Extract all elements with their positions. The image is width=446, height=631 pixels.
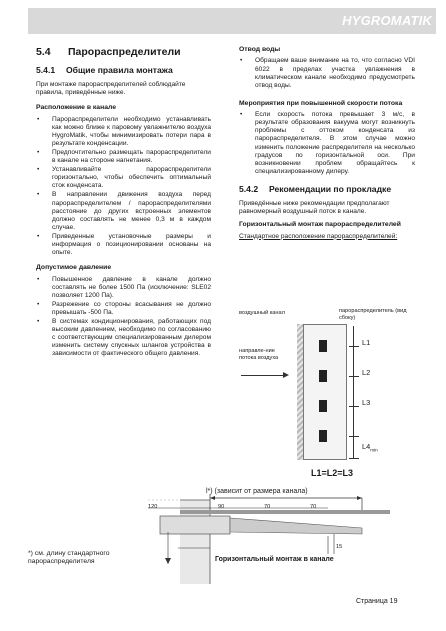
brand-logo: HYGROMATIK <box>342 13 432 28</box>
standard-layout-label: Стандартное расположение парораспределителей: <box>239 232 398 240</box>
flow-arrow-icon <box>241 375 285 376</box>
mounting-drawing <box>28 484 418 594</box>
arrow-head-icon <box>283 372 289 378</box>
dim-l2: L2 <box>362 368 371 377</box>
distributor-label: парораспределитель (вид сбоку) <box>339 308 407 321</box>
dim-l3: L3 <box>362 398 371 407</box>
distributor-2 <box>319 370 327 382</box>
page-number: Страница 19 <box>356 598 398 605</box>
list-item: • Повышенное давление в канале должно составлять не более 1500 Па (исключение: SLE02 позволяет 1200 Па). <box>36 276 211 300</box>
pressure-list <box>36 276 211 359</box>
dim-70-a: 70 <box>264 504 271 510</box>
dimension-tick <box>349 458 359 459</box>
duct-label: воздушный канал <box>239 310 285 316</box>
list-item: • Парораспределители необходимо устанавливать как можно ближе к паровому увлажнителю воздуха HygroMatik, чтобы минимизировать потери пара в результате конденсации. <box>36 116 211 148</box>
list-item: • Устанавливайте парораспределители горизонтально, чтобы обеспечить оптимальный сток конденсата. <box>36 166 211 190</box>
list-item: • Разрежение со стороны всасывания не должно превышать -500 Па. <box>36 301 211 317</box>
subsection-heading-2: 5.4.2 Рекомендации по прокладке <box>239 183 392 194</box>
dimension-tick <box>349 436 359 437</box>
dim-90: 90 <box>218 504 225 510</box>
intro-text-2: Приведённые ниже рекомендации предполагают равномерный воздушный поток в канале. <box>239 199 390 216</box>
layout-figure <box>239 300 415 480</box>
list-item: • В системах кондиционирования, работающих под высоким давлением, необходимо по согласованию с соответствующим специализированным дилером изменить систему спускных шлангов устройства в зависимости от фактического общего давления. <box>36 318 211 358</box>
dim-120: 120 <box>148 504 158 510</box>
drawing-caption: Горизонтальный монтаж в канале <box>215 556 334 563</box>
list-item: • Приведенные установочные размеры и информация о позиционировании основаны на опыте. <box>36 233 211 257</box>
distributor-4 <box>319 430 327 442</box>
dimension-tick <box>349 406 359 407</box>
dimension-tick <box>349 346 359 347</box>
flow-list <box>239 111 415 176</box>
section-heading: 5.4 Парораспределители <box>36 46 181 58</box>
horizontal-heading: Горизонтальный монтаж парораспределителей <box>239 221 401 229</box>
placement-list <box>36 116 211 258</box>
dim-l1: L1 <box>362 338 371 347</box>
right-column <box>239 46 415 241</box>
dimension-tick <box>349 376 359 377</box>
dim-l4: $L4_{min}$ <box>362 442 378 453</box>
dim-70-b: 70 <box>310 504 317 510</box>
list-item: • Если скорость потока превышает 3 м/с, в результате образования вакуума могут возникнуть проблемы с оттоком конденсата из парораспределителя. В этом случае можно изменить положение распределителя на несколько градусов по горизонтальной оси. При возникновении проблем обращайтесь к специализированному дилеру. <box>239 111 415 176</box>
flow-heading: Мероприятия при повышенной скорости потока <box>239 99 403 107</box>
distributor-3 <box>319 400 327 412</box>
list-item: • В направлении движения воздуха перед парораспределителем / парораспределителями расстояние до других встроенных элементов должно составлять не менее 0,3 м в каждом случае. <box>36 191 211 231</box>
left-column <box>36 46 211 360</box>
drain-heading: Отвод воды <box>239 46 281 53</box>
duct-size-label: l*) (зависит от размера канала) <box>206 488 308 495</box>
pressure-heading: Допустимое давление <box>36 264 112 272</box>
dim-15: 15 <box>336 544 343 550</box>
dimension-equation: L1=L2=L3 <box>311 468 354 478</box>
list-item: • Обращаем ваше внимание на то, что согласно VDI 6022 в пределах участка увлажнения в климатическом канале необходимо предусмотреть отвод воды. <box>239 57 415 89</box>
drain-list <box>239 57 415 89</box>
intro-text: При монтаже парораспределителей соблюдайте правила, приведённые ниже. <box>36 81 186 97</box>
mounting-drawing-svg <box>28 484 418 594</box>
flow-label: направле-ние потока воздуха <box>239 348 279 361</box>
distributor-1 <box>319 340 327 352</box>
subsection-heading: 5.4.1 Общие правила монтажа <box>36 65 173 75</box>
footnote: *) см. длину стандартного парораспределителя <box>28 550 110 566</box>
list-item: • Предпочтительно размещать парораспределители в канале на стороне нагнетания. <box>36 149 211 165</box>
placement-heading: Расположение в канале <box>36 104 116 112</box>
